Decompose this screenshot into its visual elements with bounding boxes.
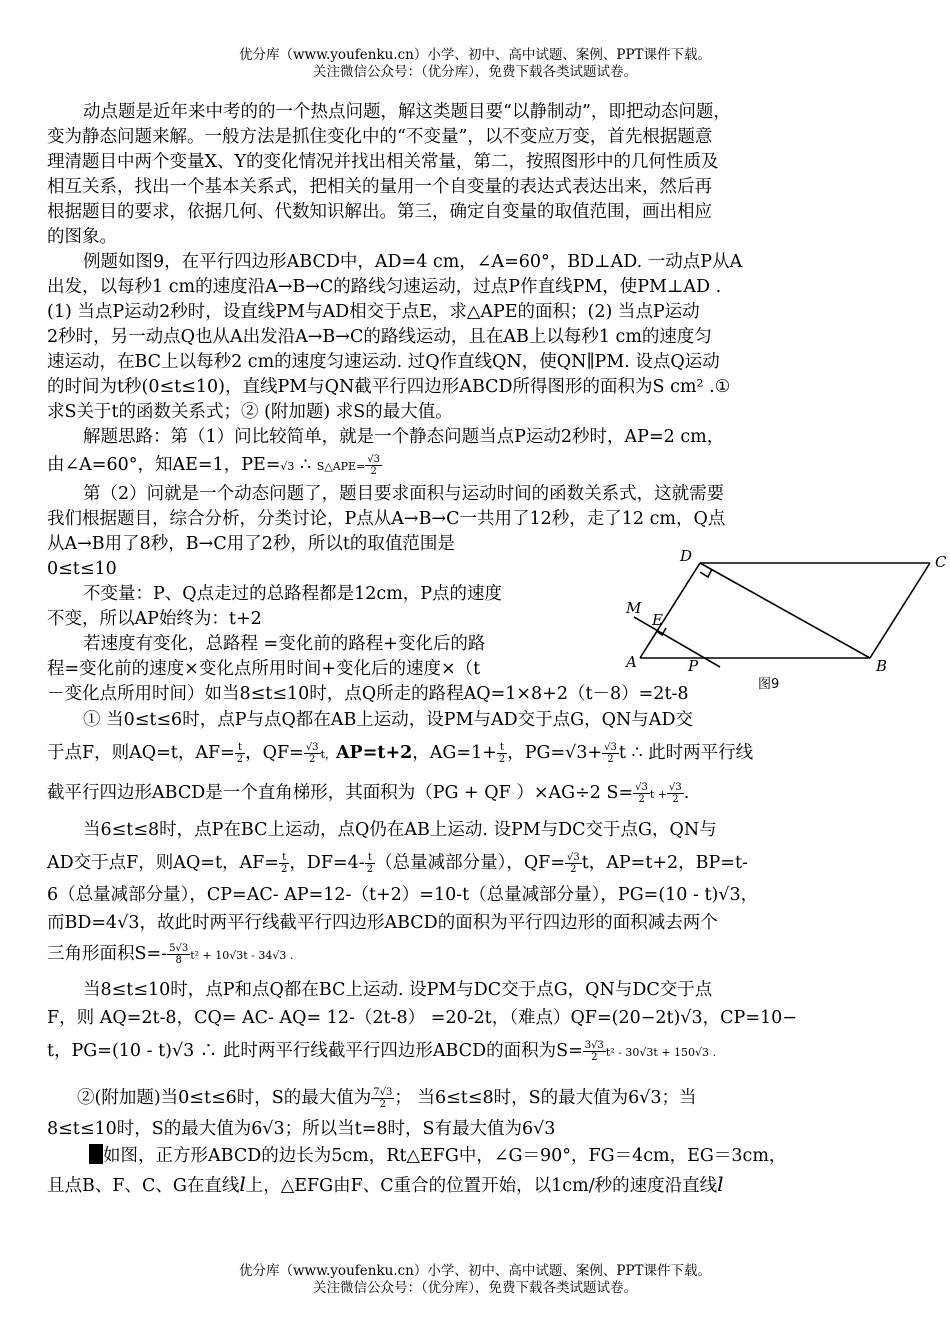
therefore-sign: ∴ [300,455,312,475]
intro-line: 的图象。 [47,227,117,247]
line-l-symbol: l [717,1172,724,1196]
case1-text: ，QF= [245,743,304,763]
case1-line: ① 当0≤t≤6时，点P与点Q都在AB上运动，设PM与AD交于点G，QN与AD交 [83,710,693,730]
side-ad [640,563,700,658]
case2-line-2 [47,846,907,880]
fraction-numerator: 3√3 [584,1040,604,1051]
case2-line: 6（总量减部分量），CP=AC- AP=12-（t+2）=10-t（总量减部分量），PG=(10 - t)√3， [47,885,759,905]
fraction [304,742,321,765]
header-line-2: 关注微信公众号：（优分库），免费下载各类试题试卷。 [313,64,637,80]
part2-line: 程=变化前的速度×变化点所用时间+变化后的速度×（t [47,659,481,679]
part2-line: －变化点所用时间）如当8≤t≤10时，点Q所走的路程AQ=1×8+2（t－8）=2t-8 [47,684,689,704]
case2-line: 而BD=4√3，故此时两平行线截平行四边形ABCD的面积为平行四边形的面积减去两个 [47,913,718,933]
example-line: 的时间为t秒(0≤t≤10)，直线PM与QN截平行四边形ABCD所得图形的面积为S cm² .① [47,377,731,397]
page-header [0,47,950,81]
fraction [667,782,684,805]
fraction [371,1087,394,1110]
fraction-denominator: 2 [638,794,645,805]
fraction-denominator: 2 [607,754,614,765]
part2-line: 我们根据题目，综合分析，分类讨论，P点从A→B→C一共用了12秒，走了12 cm，Q点 [47,509,726,529]
side-cb [870,563,930,658]
example-line: 2秒时，另一动点Q也从A出发沿A→B→C的路线运动，且在AB上以每秒1 cm的速度匀 [47,327,712,347]
fraction-denominator: 2 [236,754,244,765]
case1-text: 截平行四边形ABCD是一个直角梯形，其面积为（PG + QF ）×AG÷2 S= [47,783,634,803]
footer-line-2: 关注微信公众号：（优分库），免费下载各类试题试卷。 [313,1280,637,1296]
example-line: (1) 当点P运动2秒时，设直线PM与AD相交于点E，求△APE的面积；(2) 当点P运动 [47,302,700,322]
label-m: M [626,599,642,617]
example-line: 出发，以每秒1 cm的速度沿A→B→C的路线匀速运动，过点P作直线PM，使PM⊥AD . [47,277,722,297]
label-b: B [876,657,888,675]
fraction [583,1040,606,1063]
fraction-denominator: 2 [379,1099,387,1110]
extra-text: ； 当6≤t≤8时，S的最大值为6√3；当 [394,1088,697,1108]
fraction-denominator: 2 [280,864,288,875]
case1-text: t + [649,788,668,801]
case2-line: 当6≤t≤8时，点P在BC上运动，点Q仍在AB上运动. 设PM与DC交于点G，QN与 [83,820,717,840]
case1-text: ，AG=1+ [412,743,497,763]
solution-text: 由∠A=60°，知AE=1，PE= [47,455,281,475]
case3-text: t，PG=(10 - t)√3 ∴ 此时两平行线截平行四边形ABCD的面积为S= [47,1041,583,1061]
case1-line-2 [47,734,907,774]
fraction [235,742,245,765]
part2-line: 若速度有变化，总路程 =变化前的路程+变化后的路 [83,634,486,654]
fraction-denominator: 2 [366,864,374,875]
extra-line: 8≤t≤10时，S的最大值为6√3；所以当t=8时，S有最大值为6√3 [47,1119,556,1139]
root-3: √3 [280,460,295,473]
intro-line: 变为静态问题来解。一般方法是抓住变化中的“不变量”，以不变应万变，首先根据题意 [47,127,713,147]
fraction-numerator: √3 [367,454,381,465]
fraction-numerator: 7√3 [373,1087,393,1098]
fraction-denominator: 2 [591,1052,598,1063]
line-pm [634,617,720,667]
page-footer [0,1263,950,1297]
example-line: 速运动，在BC上以每秒2 cm的速度匀速运动. 过Q作直线QN，使QN∥PM. 设点Q运动 [47,352,720,372]
case2-text: 三角形面积S=- [47,944,168,964]
part2-line: 不变，所以AP始终为：t+2 [47,609,262,629]
header-line-1: 优分库（www.youfenku.cn）小学、初中、高中试题、案例、PPT课件下载。 [238,47,712,63]
case2-text: t² + 10√3t - 34√3 . [190,949,294,962]
fraction-numerator: √3 [669,782,682,793]
fraction [565,852,582,875]
intro-line: 根据题目的要求，依据几何、代数知识解出。第三，确定自变量的取值范围，画出相应 [47,202,712,222]
figure-caption: 图9 [758,677,780,692]
fraction [279,852,289,875]
diagonal-bd [700,563,870,658]
fraction-denominator: 2 [370,466,377,477]
part2-line: 0≤t≤10 [47,559,117,579]
fraction-numerator: √3 [305,742,319,753]
example-line: 例题如图9，在平行四边形ABCD中，AD=4 cm，∠A=60°，BD⊥AD. 一动点P从A [83,252,743,272]
case1-text: ，PG=√3+ [507,743,603,763]
next-problem-text: 上，△EFG由F、C重合的位置开始，以1cm/秒的速度沿直线 [245,1176,718,1196]
next-problem-text: 如图，正方形ABCD的边长为5cm，Rt△EFG中，∠G＝90°，FG＝4cm，EG＝3cm， [103,1146,787,1166]
label-a: A [626,653,637,671]
parallelogram-figure [620,545,950,705]
fraction-numerator: t [497,742,507,754]
fraction [497,742,507,765]
fraction-denominator: 2 [570,864,577,875]
case1-text: t ∴ 此时两平行线 [618,743,754,763]
case3-line: 当8≤t≤10时，点P和点Q都在BC上运动. 设PM与DC交于点G，QN与DC交于点 [83,980,713,1000]
extra-text: ②(附加题)当0≤t≤6时，S的最大值为 [77,1088,372,1108]
fraction [365,852,375,875]
case1-line-3 [47,774,907,814]
solution-line: 解题思路：第（1）问比较简单，就是一个静态问题当点P运动2秒时，AP=2 cm， [83,427,725,447]
case3-line: F，则 AQ=2t-8，CQ= AC- AQ= 12-（2t-8） =20-2t，（难点）QF=(20−2t)√3，CP=10− [47,1008,797,1028]
fraction-denominator: 2 [498,754,506,765]
intro-line: 动点题是近年来中考的的一个热点问题，解这类题目要“以静制动”，即把动态问题， [83,102,731,122]
solution-line-2 [47,450,907,482]
line-l-symbol: l [239,1172,246,1196]
fraction [365,454,382,477]
fraction-denominator: 2 [672,794,679,805]
fraction-numerator: √3 [566,852,580,863]
intro-line: 相互关系，找出一个基本关系式，把相关的量用一个自变量的表达式表达出来，然后再 [47,177,712,197]
case1-bold: AP=t+2 [335,743,413,763]
fraction-numerator: t [279,852,289,864]
fraction-numerator: 5√3 [169,943,189,954]
black-square-marker [89,1144,103,1164]
fraction [633,782,650,805]
part2-line: 从A→B用了8秒，B→C用了2秒，所以t的取值范围是 [47,534,455,554]
label-e: E [652,611,663,629]
fraction [602,742,619,765]
case2-text: ，DF=4- [289,853,365,873]
fraction-denominator: 8 [175,955,182,966]
label-c: C [935,553,947,571]
fraction-numerator: t [235,742,245,754]
part2-line: 第（2）问就是一个动态问题了，题目要求面积与运动时间的函数关系式，这就需要 [83,484,725,504]
next-problem-line-2 [47,1170,907,1200]
case2-text: AD交于点F，则AQ=t，AF= [47,853,279,873]
intro-line: 理清题目中两个变量X、Y的变化情况并找出相关常量，第二，按照图形中的几何性质及 [47,152,719,172]
fraction-denominator: 2 [308,754,316,765]
case1-text: . [683,783,690,803]
footer-line-1: 优分库（www.youfenku.cn）小学、初中、高中试题、案例、PPT课件下载。 [238,1263,712,1279]
next-problem-line-1 [47,1142,907,1170]
label-p: P [688,657,699,675]
example-line: 求S关于t的函数关系式；② (附加题) 求S的最大值。 [47,402,453,422]
fraction [167,943,190,966]
case1-text: t， [320,748,336,761]
part2-line: 不变量：P、Q点走过的总路程都是12cm，P点的速度 [83,584,503,604]
right-angle-mark-d [700,569,712,577]
fraction-numerator: t [365,852,375,864]
case2-text: （总量减部分量），QF= [375,853,565,873]
fraction-numerator: √3 [635,782,648,793]
extra-line-1 [47,1079,907,1117]
case3-line-3 [47,1033,907,1071]
case2-text: t，AP=t+2，BP=t- [581,853,748,873]
case3-text: t² - 30√3t + 150√3 . [605,1046,717,1059]
area-label: S△APE= [316,460,366,473]
fraction-numerator: √3 [604,742,617,753]
case1-text: 于点F，则AQ=t，AF= [47,743,235,763]
next-problem-text: 且点B、F、C、G在直线 [47,1176,240,1196]
case2-line-5 [47,936,907,974]
label-d: D [680,547,693,565]
